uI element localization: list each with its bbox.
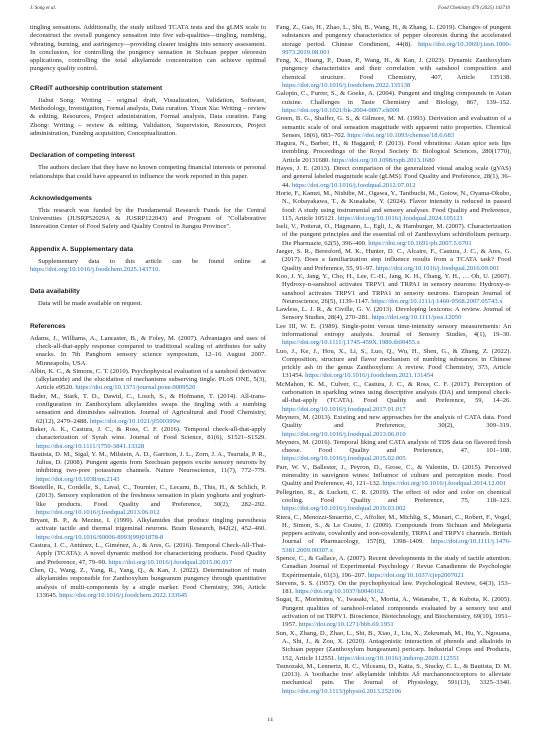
header-authors: J. Song et al. bbox=[30, 6, 56, 11]
reference-text: Bosteille, R., Cordelle, S., Laval, C., Tournier, C., Lecanu, B., This, H., & Schlich, P. (2013). Sensory exploration of the freshness sensation in plain yoghurts and yoghurt-like products. Food Quality and Preference, 30(2), 282–292. bbox=[30, 483, 266, 508]
reference-entry bbox=[276, 165, 511, 190]
reference-entry bbox=[30, 393, 266, 426]
competing-heading: Declaration of competing interest bbox=[30, 152, 135, 160]
right-column bbox=[276, 24, 511, 696]
reference-entry bbox=[30, 567, 266, 600]
page-number: 14 bbox=[267, 717, 273, 723]
reference-entry bbox=[276, 464, 511, 489]
reference-text: Bader, M., Stark, T. D., Dawid, C., Losch, S., & Hofmann, T. (2014). All-trans-configuration in Zanthoxylum alkylamides swaps the tingling with a numbing sensation and diminishes salivation. Journal of Agricultural and Food Chemistry, 62(12), 2479–2488. bbox=[30, 392, 266, 425]
reference-link[interactable]: https://doi.org/10.1111/j.1745-459X.1989.tb00455.x bbox=[282, 339, 420, 347]
appendix-text-body: Supplementary data to this article can be found online at bbox=[38, 257, 266, 265]
reference-link[interactable]: https://doi.org/10.1113/jphysiol.2013.252106 bbox=[282, 687, 402, 695]
reference-link[interactable]: https://doi.org/10.1016/j.foodqual.2019.03.002 bbox=[282, 505, 406, 513]
reference-entry bbox=[30, 484, 266, 517]
reference-text: Pellegrino, R., & Luckett, C. R. (2019). The effect of odor and color on chemical cooling. Food Quality and Preference, 75, 118–123. bbox=[276, 488, 511, 504]
reference-entry bbox=[30, 368, 266, 393]
reference-entry bbox=[276, 348, 511, 381]
reference-link[interactable]: https://doi.org/10.1691/ph.2007.5.6701 bbox=[368, 239, 472, 247]
reference-entry bbox=[276, 414, 511, 439]
reference-text: Luo, J., Ke, J., Hou, X., Li, S., Luo, Q., Wu, H., Shen, G., & Zhang, Z. (2022). Composition, structure and flavor mechanism of numbing substances in Chinese prickly ash in the genus Zanthoxylum: A review. Food Chemistry, 373, Article 131454. bbox=[276, 347, 511, 380]
reference-link[interactable]: https://doi.org/10.1016/j.foodqual.2016.09.001 bbox=[375, 264, 500, 272]
reference-entry bbox=[276, 115, 511, 140]
reference-text: Lawless, L. J. R., & Civille, G. V. (2013). Developing lexicons: A review. Journal of Sensory Studies, 28(4), 270–281. bbox=[276, 306, 511, 322]
reference-entry bbox=[276, 273, 511, 306]
references-list-right bbox=[276, 24, 511, 696]
reference-text: McMahon, K. M., Culver, C., Castura, J. C., & Ross, C. F. (2017). Perception of carbonation in sparkling wines using descriptive analysis (DA) and temporal check-all-that-apply (TCATA). Food Quality and Preference, 59, 14–26. bbox=[276, 380, 511, 405]
reference-entry bbox=[276, 190, 511, 223]
reference-link[interactable]: https://doi.org/10.3969/j.issn.1000-9973.2019.08.001 bbox=[282, 40, 511, 56]
reference-link[interactable]: https://doi.org/10.1111/1750-3841.13328 bbox=[36, 442, 145, 450]
ack-text: This research was funded by the Fundamental Research Funds for the Central Universities (JUSRP52029A & JUSRP122043) and Program of "Collaborative Innovation Center of Food Safety and Quality Control in Jiangsu Province". bbox=[30, 206, 266, 231]
reference-text: Jaeger, S. R., Beresford, M. K., Hunter, D. C., Alcaire, F., Castura, J. C., & Ares, G. (2017). Does a familiarization step influence results from a TCATA task? Food Quality and Preference, 55, 91–97. bbox=[276, 248, 511, 272]
reference-text: Spence, C., & Gallace, A. (2007). Recent developments in the study of tactile attention. Canadian Journal of Experimental Psychology / Revue Canadienne de Psychologie Expérimentale, 61(3), 196–207. bbox=[276, 555, 511, 579]
reference-text: Castura, J. C., Antúnez, L., Giménez, A., & Ares, G. (2016). Temporal Check-All-That-Apply (TCATA): A novel dynamic method for characterizing products. Food Quality and Preference, 47, 79–90. bbox=[30, 542, 266, 566]
reference-text: Bryant, B. P., & Mezine, I. (1999). Alkylamides that produce tingling paresthesia activate tactile and thermal trigeminal neurons. Brain Research, 842(2), 452–460. bbox=[30, 517, 266, 533]
appendix-link[interactable]: https://doi.org/10.1016/j.foodchem.2025.143710 bbox=[30, 266, 159, 274]
reference-text: Hagura, N., Barber, H., & Haggard, P. (2013). Food vibrations: Asian spice sets lips trembling. Proceedings of the Royal Society B: Biological Sciences, 280(1770), Article 20131680. bbox=[276, 140, 511, 164]
left-column bbox=[30, 24, 266, 600]
reference-link[interactable]: https://doi.org/10.1038/nn.2143 bbox=[36, 475, 120, 483]
reference-entry bbox=[276, 580, 511, 597]
credit-text-body: Jiahui Song: Writing – original draft, Visualization, Validation, Software, Methodology, Investigation, Formal analysis, Data curation. Yixun Xia: Writing – review & editing, Resources, Project administration, Formal analysis, Data curation. Fang Zhong: Writing – review & editing, Validation, Supervision, Resources, Project administration, Funding acquisition, Conceptualization. bbox=[30, 96, 266, 137]
reference-text: Galopin, C., Furrer, S., & Goeke, A. (2004). Pungent and tingling compounds in Asian cuisine. Challenges in Taste Chemistry and Biology, 867, 139–152. bbox=[276, 90, 511, 106]
reference-entry bbox=[276, 248, 511, 273]
reference-link[interactable]: https://doi.org/10.1021/jf500399w bbox=[89, 417, 181, 425]
reference-text: Tsunozaki, M., Lennertz, R. C., Vilceanu, D., Katta, S., Stucky, C. L., & Bautista, D. M. (2013). A 'toothache tree' alkylamide inhibits Aδ mechanonociceptors to alleviate mechanical pain. The Journal of Physiology, 591(13), 3325–3340. bbox=[276, 662, 511, 687]
reference-text: Sun, X., Zhang, D., Zhao, L., Shi, B., Xiao, J., Liu, X., Zekrumah, M., Hu, Y., Ngouana, A., Shi, J., & Zou, X. (2020). Antagonistic interaction of phenols and alkaloids in Sichuan pepper (Zanthoxylum bungeanum) pericarp. Industrial Crops and Products, 152, Article 112551. bbox=[276, 629, 511, 662]
reference-entry bbox=[30, 426, 266, 451]
reference-entry bbox=[276, 381, 511, 414]
reference-text: Adams, J., Williams, A., Lancaster, B., & Foley, M. (2007). Advantages and uses of check-all-that-apply response compared to traditional scaling of attributes for salty snacks. In 7th Pangborn sensory science symposium, 12–16 August 2007. Minneapolis, USA. bbox=[30, 334, 266, 367]
reference-text: Lee III, W. E. (1989). Single-point versus time-intensity sensory measurements: An informational entropy analysis. Journal of Sensory Studies, 4(1), 19–30. bbox=[276, 322, 511, 338]
reference-entry bbox=[276, 663, 511, 696]
reference-entry bbox=[276, 223, 511, 248]
reference-text: Horie, F., Kamei, M., Nishibe, M., Ogawa, Y., Tanibuchi, M., Gotow, N., Oyama-Okubo, N., Kobayakawa, T., & Kusakabe, Y. (2024). Flavor intensity is reduced in passed food: A study using instrumental and sensory analyses. Food Quality and Preference, 115, Article 105121. bbox=[276, 189, 511, 222]
reference-text: Bautista, D. M., Sigal, Y. M., Milstein, A. D., Garrison, J. L., Zorn, J. A., Tsuruda, P. R., Julius, D. (2008). Pungent agents from Szechuan peppers excite sensory neurons by inhibiting two-pore potassium channels. Nature Neuroscience, 11(7), 772–779. bbox=[30, 450, 266, 475]
reference-text: Albin, K. C., & Simons, C. T. (2010). Psychophysical evaluation of a sanshool derivative (alkylamide) and the elucidation of mechanisms subserving tingle. PLoS ONE, 5(3), Article e9520. bbox=[30, 367, 266, 392]
reference-text: Parr, W. V., Ballester, J., Peyron, D., Grose, C., & Valentin, D. (2015). Perceived minerality in sauvignon wines: Influence of culture and perception mode. Food Quality and Preference, 41, 121–132. bbox=[276, 463, 511, 488]
reference-link[interactable]: https://doi.org/10.1111/j.1476-5381.2009.00307.x bbox=[282, 538, 511, 554]
ack-heading: Acknowledgements bbox=[30, 194, 92, 202]
credit-text bbox=[30, 97, 266, 138]
reference-link[interactable]: https://doi.org/10.1093/chemse/18.6.683 bbox=[347, 131, 455, 139]
reference-entry bbox=[276, 596, 511, 629]
reference-link[interactable]: https://doi.org/10.1016/j.foodqual.2013.06.012 bbox=[36, 508, 160, 516]
reference-entry bbox=[30, 451, 266, 484]
reference-text: Hayes, J. E. (2013). Direct comparison of the generalized visual analog scale (gVAS) and general labeled magnitude scale (gLMS). Food Quality and Preference, 28(1), 36–44. bbox=[276, 165, 511, 189]
reference-link[interactable]: https://doi.org/10.1271/bbb.69.1951 bbox=[298, 621, 394, 629]
reference-link[interactable]: https://doi.org/10.1037/h0046162 bbox=[295, 588, 384, 596]
competing-text: The authors declare that they have no known competing financial interests or personal relationships that could have appeared to influence the work reported in this paper. bbox=[30, 164, 266, 180]
reference-entry bbox=[276, 306, 511, 323]
reference-entry bbox=[30, 542, 266, 567]
reference-text: Fang, Z., Gao, H., Zhao, L., Shi, B., Wang, H., & Zhang, L. (2019). Changes of pungent substances and pungency characteristics of pepper oleoresin during the accelerated storage period. Chinese Condiment, 44(8). bbox=[276, 24, 511, 48]
reference-link[interactable]: https://doi.org/10.1016/j.foodqual.2012.07.012 bbox=[291, 181, 416, 189]
intro-paragraph: tingling sensations. Additionally, the study utilized TCATA tests and the gLMS scale to deconstruct the overall pungency sensation into five sub-qualities—tingling, numbing, vibrating, burning, and astringency—providing clearer insights into sensory assessment. In conclusion, for controlling the pungency sensation in Sichuan pepper oleoresin applications, controlling the total alkylamide concentration can achieve optimal pungency quality control. bbox=[30, 24, 266, 73]
reference-link[interactable]: https://doi.org/10.1098/rspb.2013.1680 bbox=[331, 156, 435, 164]
reference-text: Green, B. G., Shaffer, G. S., & Gilmore, M. M. (1993). Derivation and evaluation of a semantic scale of oral sensation magnitude with apparent ratio properties. Chemical Senses, 18(6), 683–702. bbox=[276, 115, 511, 139]
reference-link[interactable]: https://doi.org/10.1016/j.foodchem.2022.133645 bbox=[59, 591, 188, 599]
appendix-heading: Appendix A. Supplementary data bbox=[30, 245, 134, 253]
reference-link[interactable]: https://doi.org/10.1016/j.foodchem.2022.135138 bbox=[282, 82, 411, 90]
reference-text: Chen, Q., Wang, Z., Yang, R., Yang, Q., & Kan, J. (2022). Determination of main alkylamides responsible for Zanthoxylum bungeanum pungency through quantitative analysis of multi-components by a single marker. Food Chemistry, 396, Article 133645. bbox=[30, 566, 266, 599]
reference-entry bbox=[276, 555, 511, 580]
appendix-text-end: . bbox=[158, 266, 160, 274]
reference-text: Sugai, E., Morimitsu, Y., Iwasaki, Y., Morita, A., Watanabe, T., & Kubota, K. (2005). Pungent qualities of sanshool-related compounds evaluated by a sensory test and activation of rat TRPV1. Bioscience, Biotechnology, and Biochemistry, 69(10), 1951–1957. bbox=[276, 596, 511, 629]
reference-text: Riera, C., Menozzi-Smarrito, C., Affolter, M., Michlig, S., Munari, C., Robert, F., Vogel, H., Simon, S., & Le Coutre, J. (2009). Compounds from Sichuan and Melegueta peppers activate, covalently and non-covalently, TRPA1 and TRPV1 channels. British Journal of Pharmacology, 157(8), 1398–1409. bbox=[276, 513, 511, 546]
references-list-left bbox=[30, 335, 266, 601]
appendix-text bbox=[30, 258, 266, 275]
running-header bbox=[30, 6, 510, 16]
reference-text: Stevens, S. S. (1957). On the psychophysical law. Psychological Review, 64(3), 153–181. bbox=[276, 579, 511, 596]
reference-entry bbox=[276, 630, 511, 663]
reference-text: Baker, A. K., Castura, J. C., & Ross, C. F. (2016). Temporal check-all-that-apply characterization of Syrah wine. Journal of Food Science, 81(6), S1521–S1529. bbox=[30, 425, 266, 442]
reference-entry bbox=[276, 323, 511, 348]
reference-link[interactable]: https://doi.org/10.1016/j.foodqual.2015.06.017 bbox=[108, 558, 233, 566]
reference-link[interactable]: https://doi.org/10.1016/j.foodqual.2014.12.001 bbox=[382, 480, 507, 488]
references-heading: References bbox=[30, 322, 66, 330]
reference-entry bbox=[276, 24, 511, 57]
reference-entry bbox=[276, 57, 511, 90]
reference-link[interactable]: https://doi.org/10.1016/S0006-8993(99)01878-8 bbox=[36, 533, 164, 541]
reference-text: Meyners, M. (2016). Temporal liking and CATA analysis of TDS data on flavored fresh cheese. Food Quality and Preference, 47, 101–108. bbox=[276, 438, 511, 455]
reference-text: Koo, J. Y., Jang, Y., Cho, H., Lee, C.-H., Jang, K. H., Chang, Y. H., … Oh, U. (2007). Hydroxy-α-sanshool activates TRPV1 and TRPA1 in sensory neurons: Hydroxy-α-sanshool activates TRPV1 and TRPA1 in sensory neurons. European Journal of Neuroscience, 26(5), 1139–1147. bbox=[276, 272, 511, 305]
reference-link[interactable]: https://doi.org/10.1016/j.foodqual.2017.01.017 bbox=[282, 405, 406, 413]
reference-link[interactable]: https://doi.org/10.1016/j.foodchem.2021.131454 bbox=[305, 372, 434, 380]
credit-heading: CRediT authorship contribution statement bbox=[30, 84, 163, 92]
reference-entry bbox=[276, 489, 511, 514]
header-journal: Food Chemistry 479 (2025) 143710 bbox=[438, 6, 510, 11]
reference-link[interactable]: https://doi.org/10.1016/j.indcrop.2020.112551 bbox=[337, 654, 460, 662]
reference-entry bbox=[30, 517, 266, 542]
reference-text: Iseli, V., Potterat, O., Hagmann, L., Egli, J., & Hamburger, M. (2007). Characterization of the pungent principles and the essential oil of Zanthoxylum schinifolium pericarp. Die Pharmazie, 62(5), 396–400. bbox=[276, 223, 511, 247]
reference-entry bbox=[276, 90, 511, 115]
availability-text: Data will be made available on request. bbox=[38, 300, 143, 308]
availability-heading: Data availability bbox=[30, 288, 80, 296]
reference-entry bbox=[276, 439, 511, 464]
reference-link[interactable]: https://doi.org/10.1371/journal.pone.0009520 bbox=[75, 384, 196, 392]
reference-text: Feng, X., Huang, P., Duan, P., Wang, H., & Kan, J. (2023). Dynamic Zanthoxylum pungency characteristics and their correlation with sanshool composition and chemical structure. Food Chemistry, 407, Article 135138. bbox=[276, 57, 511, 81]
reference-entry bbox=[276, 514, 511, 555]
reference-link[interactable]: https://doi.org/10.1111/j.1460-9568.2007.05743.x bbox=[371, 297, 503, 305]
reference-link[interactable]: https://doi.org/10.1037/cjep2007021 bbox=[367, 571, 464, 579]
reference-entry bbox=[30, 335, 266, 368]
reference-link[interactable]: https://doi.org/10.1016/j.foodqual.2013.06.010 bbox=[282, 430, 406, 438]
reference-link[interactable]: https://doi.org/10.1016/j.foodqual.2024.105121 bbox=[337, 214, 463, 222]
reference-link[interactable]: https://doi.org/10.1016/j.foodqual.2015.02.005 bbox=[282, 455, 406, 463]
reference-entry bbox=[276, 140, 511, 165]
reference-text: Meyners, M. (2013). Existing and new approaches for the analysis of CATA data. Food Quality and Preference, 30(2), 309–319. bbox=[276, 413, 511, 430]
reference-link[interactable]: https://doi.org/10.1021/bk-2004-0867.ch009 bbox=[282, 106, 400, 114]
reference-link[interactable]: https://doi.org/10.1111/joss.12050 bbox=[371, 314, 462, 322]
